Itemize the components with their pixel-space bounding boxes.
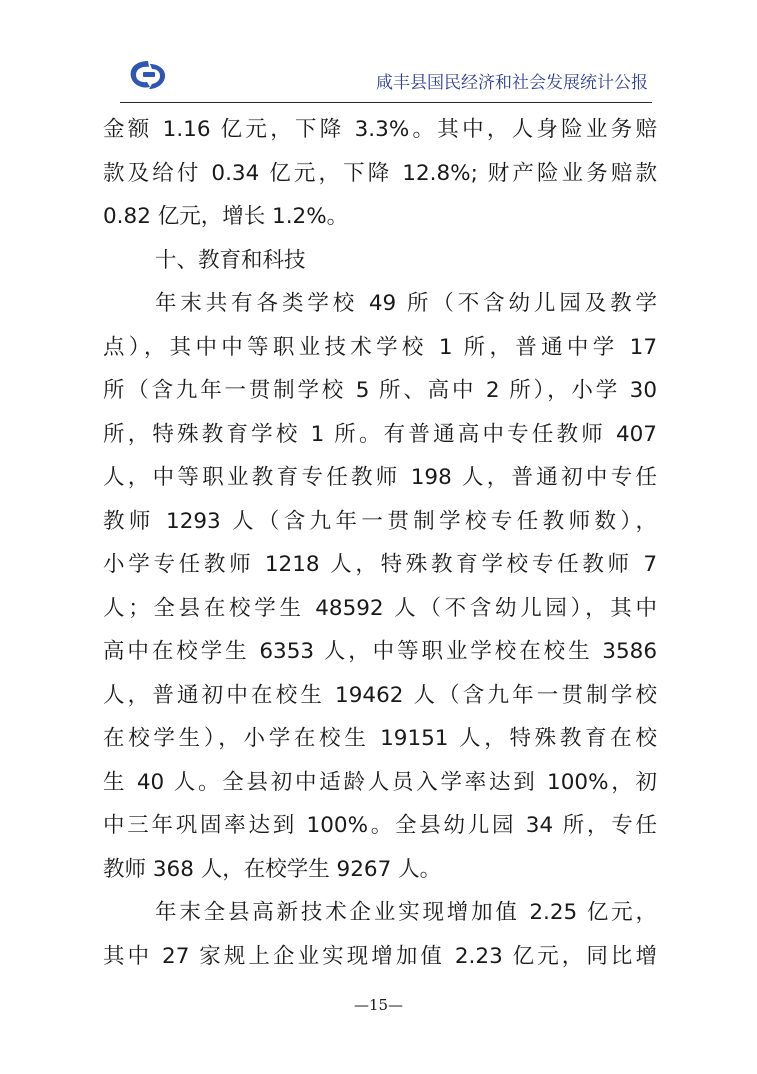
text-line: 点），其中中等职业技术学校 1 所，普通中学 17 [103,334,657,360]
text-line: 教师 1293 人（含九年一贯制学校专任教师数）， [103,508,657,534]
text-line: 在校学生），小学在校生 19151 人，特殊教育在校 [103,726,657,751]
text-line: 人；全县在校学生 48592 人（不含幼儿园），其中 [103,595,657,621]
statistics-logo-icon [126,58,170,92]
page-header [120,54,652,103]
text-line: 其中 27 家规上企业实现增加值 2.23 亿元，同比增 [103,943,657,969]
document-body [103,108,657,978]
report-title: 咸丰县国民经济和社会发展统计公报 [376,73,648,93]
text-line: 小学专任教师 1218 人，特殊教育学校专任教师 7 [103,552,657,577]
page-number: —15— [353,996,404,1014]
text-line: 所，特殊教育学校 1 所。有普通高中专任教师 407 [103,421,657,447]
text-line: 人，普通初中在校生 19462 人（含九年一贯制学校 [103,682,657,708]
text-line: 生 40 人。全县初中适龄人员入学率达到 100%，初 [103,769,657,795]
text-line: 教师 368 人，在校学生 9267 人。 [103,856,442,882]
text-line: 年末全县高新技术企业实现增加值 2.25 亿元， [155,900,657,925]
text-line: 人，中等职业教育专任教师 198 人，普通初中专任 [103,465,657,490]
text-line: 高中在校学生 6353 人，中等职业学校在校生 3586 [103,639,657,664]
section-heading: 十、教育和科技 [155,247,306,273]
text-line: 金额 1.16 亿元，下降 3.3%。其中，人身险业务赔 [103,117,657,142]
text-line: 款及给付 0.34 亿元，下降 12.8%; 财产险业务赔款 [103,160,657,186]
text-line: 所（含九年一贯制学校 5 所、高中 2 所），小学 30 [103,378,657,403]
text-line: 中三年巩固率达到 100%。全县幼儿园 34 所，专任 [103,813,657,838]
text-line: 年末共有各类学校 49 所（不含幼儿园及教学 [155,291,657,316]
text-line: 0.82 亿元，增长 1.2%。 [103,204,349,229]
